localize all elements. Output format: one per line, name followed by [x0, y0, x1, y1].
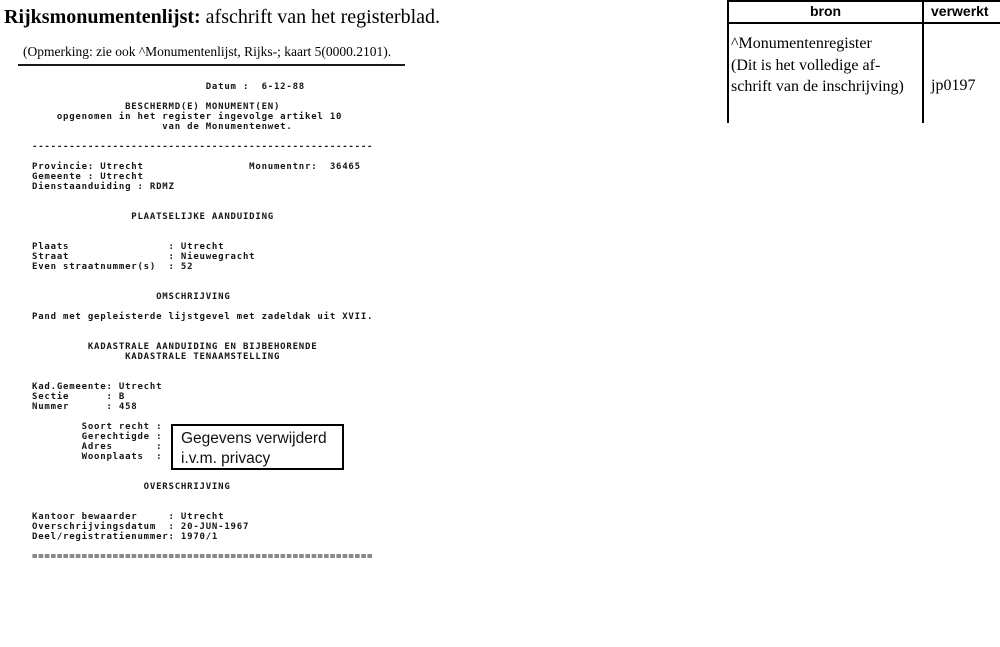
typewriter-line: Kad.Gemeente: Utrecht [32, 382, 163, 392]
typewriter-line: Plaats : Utrecht [32, 242, 225, 252]
typewriter-line: van de Monumentenwet. [32, 122, 293, 132]
page-title-regular: afschrift van het registerblad. [200, 6, 441, 28]
typewriter-line: Pand met gepleisterde lijstgevel met zadeldak uit XVII. [32, 312, 374, 322]
typewriter-line [32, 202, 373, 212]
page-title-bold: Rijksmonumentenlijst: [4, 6, 201, 28]
typewriter-line [32, 322, 373, 332]
typewriter-line: Adres : [32, 442, 163, 452]
typewriter-line: Provincie: Utrecht Monumentnr: 36465 [32, 162, 361, 172]
typewriter-line: Nummer : 458 [32, 402, 138, 412]
typewriter-line [32, 132, 373, 142]
typewriter-line: OMSCHRIJVING [32, 292, 231, 302]
typewriter-document [32, 82, 373, 562]
table-header-verwerkt: verwerkt [931, 3, 989, 19]
typewriter-line: Woonplaats : [32, 452, 163, 462]
page-title [4, 4, 440, 30]
typewriter-line [32, 92, 373, 102]
typewriter-line: Soort recht : [32, 422, 163, 432]
typewriter-line [32, 502, 373, 512]
bron-line-3: schrift van de inschrijving) [731, 78, 904, 95]
typewriter-line: Datum : 6-12-88 [32, 82, 305, 92]
table-header-bron: bron [809, 3, 842, 19]
table-cell-bron [731, 33, 904, 98]
table-column-divider [922, 0, 924, 123]
typewriter-line: Overschrijvingsdatum : 20-JUN-1967 [32, 522, 250, 532]
typewriter-line: BESCHERMD(E) MONUMENT(EN) [32, 102, 281, 112]
typewriter-line: ======================================================= [32, 552, 374, 562]
typewriter-line [32, 332, 373, 342]
typewriter-line [32, 152, 373, 162]
typewriter-line: Gemeente : Utrecht [32, 172, 144, 182]
typewriter-line [32, 492, 373, 502]
typewriter-line [32, 282, 373, 292]
privacy-line-2: i.v.m. privacy [181, 449, 271, 467]
privacy-redaction-box [171, 424, 344, 470]
typewriter-line [32, 412, 373, 422]
typewriter-line: KADASTRALE TENAAMSTELLING [32, 352, 281, 362]
typewriter-line: Straat : Nieuwegracht [32, 252, 256, 262]
table-header-separator [727, 22, 1000, 24]
privacy-line-1: Gegevens verwijderd [181, 430, 327, 447]
page-note: (Opmerking: zie ook ^Monumentenlijst, Rijks-; kaart 5(0000.2101). [23, 44, 392, 59]
typewriter-line: Deel/registratienummer: 1970/1 [32, 532, 219, 542]
typewriter-line: OVERSCHRIJVING [32, 482, 231, 492]
typewriter-line: KADASTRALE AANDUIDING EN BIJBEHORENDE [32, 342, 318, 352]
typewriter-line: PLAATSELIJKE AANDUIDING [32, 212, 274, 222]
table-cell-verwerkt: jp0197 [931, 77, 976, 94]
bron-line-2: (Dit is het volledige af- [731, 56, 881, 74]
typewriter-line [32, 232, 373, 242]
typewriter-line: Kantoor bewaarder : Utrecht [32, 512, 225, 522]
bron-line-1: ^Monumentenregister [731, 35, 872, 52]
typewriter-line [32, 372, 373, 382]
typewriter-line: opgenomen in het register ingevolge artikel 10 [32, 112, 343, 122]
typewriter-line [32, 222, 373, 232]
typewriter-line [32, 542, 373, 552]
typewriter-line [32, 272, 373, 282]
typewriter-line: ------------------------------------------------------- [32, 142, 374, 152]
typewriter-line [32, 362, 373, 372]
typewriter-line [32, 472, 373, 482]
typewriter-line [32, 302, 373, 312]
typewriter-line: Even straatnummer(s) : 52 [32, 262, 194, 272]
table-top-border [727, 0, 1000, 2]
typewriter-line: Dienstaanduiding : RDMZ [32, 182, 175, 192]
source-table [727, 0, 1000, 125]
note-underline-rule [18, 64, 405, 66]
typewriter-line: Gerechtigde : [32, 432, 163, 442]
typewriter-line: Sectie : B [32, 392, 126, 402]
typewriter-line [32, 192, 373, 202]
